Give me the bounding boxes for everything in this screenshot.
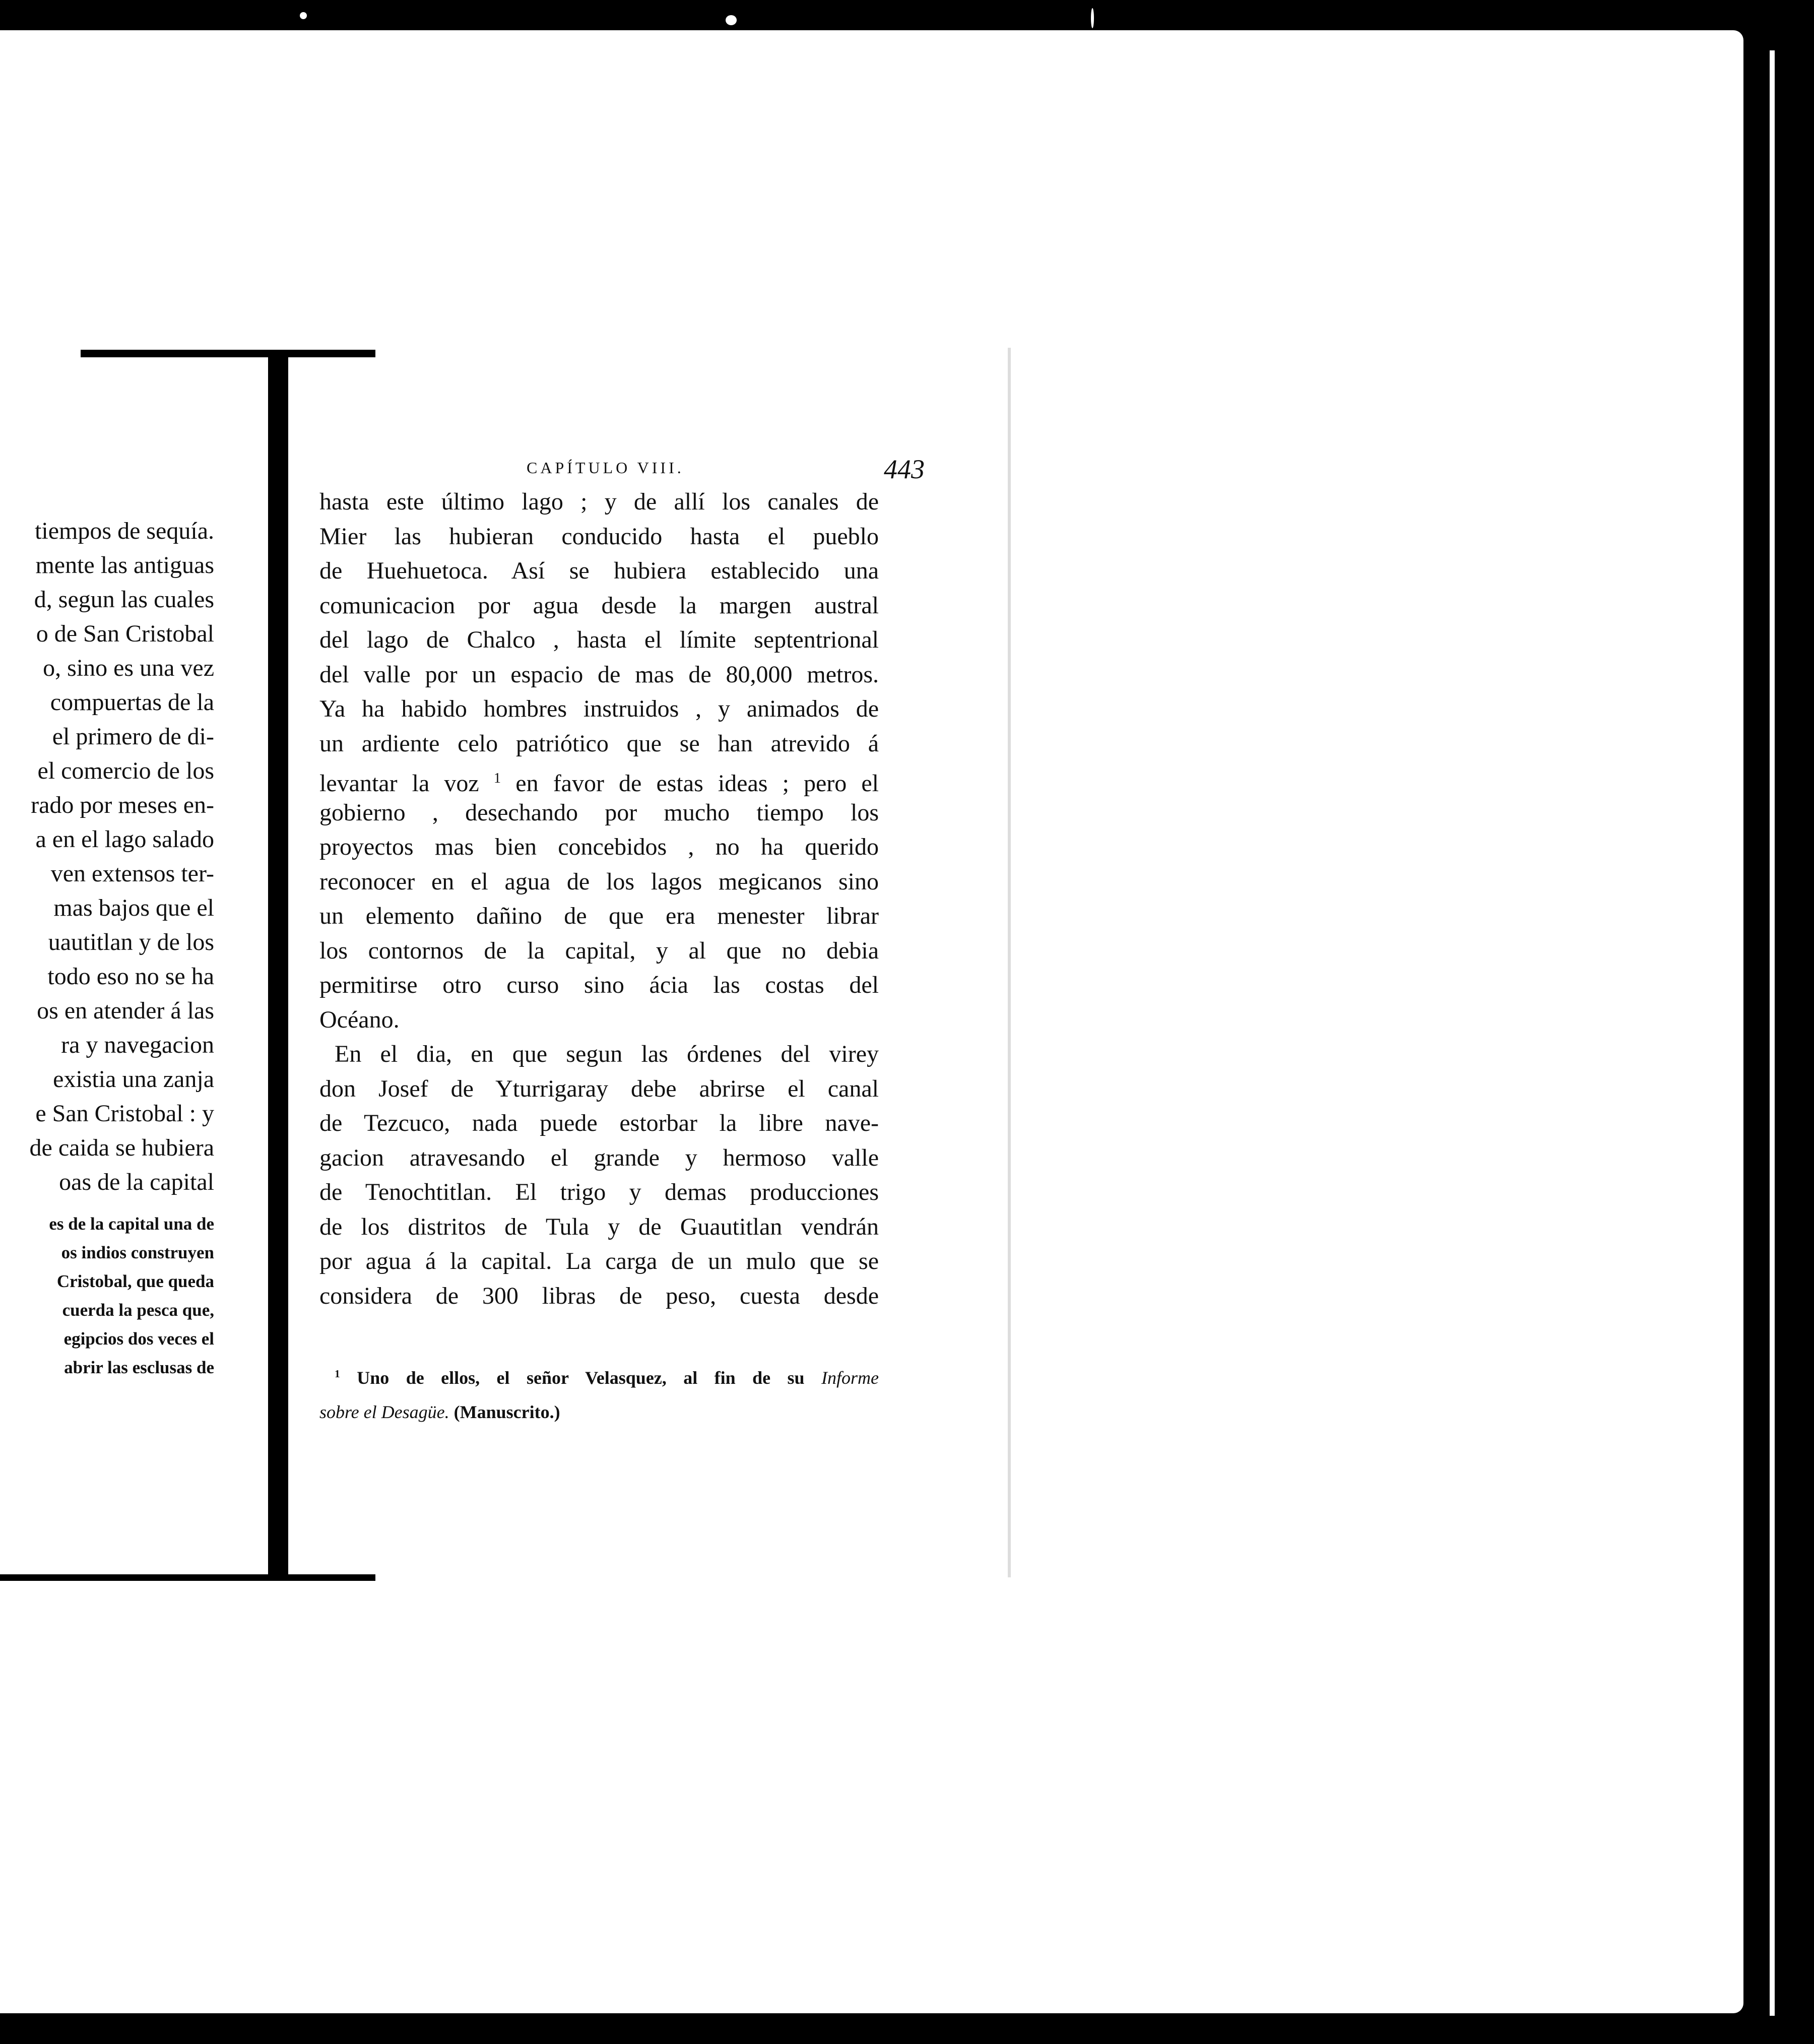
text-line: permitirse otro curso sino ácia las costas del (319, 972, 879, 998)
left-note-line: os indios construyen (61, 1243, 214, 1262)
footnote (319, 1357, 879, 1429)
body-text (319, 485, 879, 1313)
left-note-line: egipcios dos veces el (63, 1329, 214, 1349)
scan-speck (1091, 8, 1094, 28)
left-note-line: cuerda la pesca que, (62, 1300, 214, 1320)
right-page (297, 348, 1011, 1577)
text-line: por agua á la capital. La carga de un mulo que se (319, 1248, 879, 1274)
left-line: uautitlan y de los (48, 929, 214, 955)
left-line: a en el lago salado (35, 826, 214, 853)
text-line-with-footnote-ref (319, 761, 879, 796)
text-line: los contornos de la capital, y al que no debia (319, 937, 879, 964)
left-page-text (0, 514, 214, 1199)
left-note-line: Cristobal, que queda (56, 1271, 214, 1291)
text-line: reconocer en el agua de los lagos megicanos sino (319, 868, 879, 895)
footnote-italic: Informe (821, 1368, 879, 1388)
left-line: existia una zanja (53, 1066, 214, 1093)
left-note-line: abrir las esclusas de (64, 1358, 214, 1377)
text-line: Ya ha habido hombres instruidos , y animados de (319, 695, 879, 722)
text-line: comunicacion por agua desde la margen austral (319, 592, 879, 619)
left-line: el comercio de los (37, 757, 214, 784)
binding-clamp-top (81, 350, 375, 357)
left-line: ven extensos ter- (50, 860, 214, 887)
left-line: o de San Cristobal (36, 620, 214, 647)
scan-speck (726, 15, 737, 25)
footnote-line (319, 1395, 879, 1429)
left-note-line: es de la capital una de (49, 1214, 214, 1234)
text-line: un elemento dañino de que era menester librar (319, 903, 879, 929)
text-line: Océano. (319, 1006, 400, 1033)
left-line: compuertas de la (50, 689, 214, 716)
text-line: gacion atravesando el grande y hermoso valle (319, 1144, 879, 1171)
left-line: mente las antiguas (35, 552, 214, 579)
left-line: tiempos de sequía. (35, 518, 214, 544)
scan-speck (300, 12, 307, 19)
footnote-line (319, 1357, 879, 1395)
text-fragment: en favor de estas ideas ; pero el (515, 770, 879, 797)
text-line: de Tenochtitlan. El trigo y demas producciones (319, 1179, 879, 1205)
footnote-text: (Manuscrito.) (454, 1402, 560, 1422)
text-line: considera de 300 libras de peso, cuesta desde (319, 1282, 879, 1309)
left-line: oas de la capital (59, 1169, 214, 1195)
left-line: e San Cristobal : y (35, 1100, 214, 1127)
left-line: rado por meses en- (31, 792, 214, 818)
text-line: proyectos mas bien concebidos , no ha querido (319, 834, 879, 860)
text-fragment: levantar la voz (319, 770, 479, 797)
text-line: de Huehuetoca. Así se hubiera establecido una (319, 557, 879, 584)
running-head (527, 454, 955, 484)
text-line: del lago de Chalco , hasta el límite septentrional (319, 626, 879, 653)
text-line: don Josef de Yturrigaray debe abrirse el canal (319, 1075, 879, 1102)
left-line: ra y navegacion (61, 1032, 214, 1058)
left-line: d, segun las cuales (34, 586, 214, 613)
left-line: de caida se hubiera (29, 1134, 214, 1161)
text-line: Mier las hubieran conducido hasta el pueblo (319, 523, 879, 550)
footnote-reference: 1 (493, 770, 501, 786)
running-title: CAPÍTULO VIII. (527, 459, 684, 477)
binding-clamp-bar (268, 353, 288, 1578)
binding-clamp-bottom (0, 1574, 375, 1581)
footnote-italic: sobre el Desagüe. (319, 1402, 449, 1422)
left-line: mas bajos que el (53, 895, 214, 921)
text-line: de Tezcuco, nada puede estorbar la libre nave- (319, 1110, 879, 1136)
left-line: os en atender á las (37, 997, 214, 1024)
paragraph-start-line: En el dia, en que segun las órdenes del virey (335, 1041, 879, 1067)
text-line: del valle por un espacio de mas de 80,000 metros. (319, 661, 879, 688)
left-line: el primero de di- (52, 723, 214, 750)
text-line: de los distritos de Tula y de Guautitlan vendrán (319, 1213, 879, 1240)
text-line: un ardiente celo patriótico que se han atrevido á (319, 730, 879, 757)
page-number: 443 (884, 454, 925, 484)
left-line: todo eso no se ha (47, 963, 214, 990)
left-page-footnotes (0, 1209, 214, 1382)
scanner-edge (1770, 50, 1775, 2016)
footnote-text: Uno de ellos, el señor Velasquez, al fin de su (357, 1368, 805, 1388)
left-line: o, sino es una vez (43, 655, 214, 681)
text-line: hasta este último lago ; y de allí los canales de (319, 488, 879, 515)
text-line: gobierno , desechando por mucho tiempo los (319, 799, 879, 826)
left-page-fragment (0, 514, 214, 1431)
footnote-marker: 1 (335, 1368, 340, 1380)
